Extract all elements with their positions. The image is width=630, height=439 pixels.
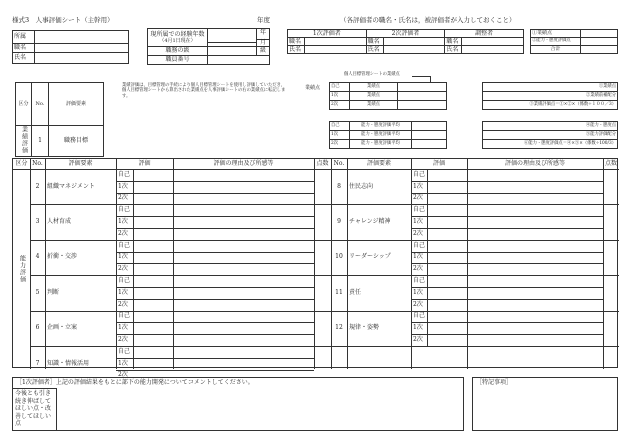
right-item-name-10: リーダーシップ <box>349 253 391 261</box>
rater-label: 1次 <box>413 218 423 226</box>
perf-points-2: 業績点 <box>350 101 398 110</box>
perf-col-no: No. <box>32 83 49 126</box>
rating-field[interactable] <box>427 204 467 216</box>
rating-field[interactable] <box>133 322 173 334</box>
rater-label: 自己 <box>413 241 426 249</box>
reason-field[interactable] <box>467 252 603 264</box>
second-post-label: 職名 <box>366 38 383 46</box>
ability-avg-2-field[interactable] <box>412 140 447 149</box>
header-reason-right: 評価の理由及び所感等 <box>504 160 565 167</box>
reason-field[interactable] <box>467 193 603 205</box>
left-item-name-4: 折衝・交渉 <box>47 253 78 261</box>
reason-field[interactable] <box>467 275 603 287</box>
sum-ability-field[interactable] <box>581 38 618 46</box>
ability-avg-1-field[interactable] <box>412 131 447 140</box>
sum-perf-field[interactable] <box>581 30 618 38</box>
rater-label: 自己 <box>118 206 131 214</box>
rater-label: 2次 <box>413 300 423 308</box>
rating-field[interactable] <box>133 299 173 311</box>
rating-field[interactable] <box>427 287 467 299</box>
rater-label: 自己 <box>118 347 131 355</box>
rating-field[interactable] <box>133 263 173 275</box>
rating-field[interactable] <box>427 169 467 181</box>
left-item-name-3: 人材育成 <box>47 218 72 226</box>
perf-rater-1: 1次 <box>330 92 350 101</box>
rating-field[interactable] <box>133 287 173 299</box>
competency-category: 能力評価 <box>18 255 26 283</box>
perf-item-no: 1 <box>32 126 49 157</box>
left-item-name-5: 判断 <box>47 288 60 296</box>
rating-field[interactable] <box>133 275 173 287</box>
header-kubun: 区分 <box>15 160 28 167</box>
adjuster-post-field[interactable] <box>462 38 524 46</box>
ability-avg-self: 能力・態度評価平均 <box>350 122 412 131</box>
left-item-no-5: 5 <box>35 288 40 296</box>
right-item-no-10: 10 <box>335 253 343 261</box>
first-post-field[interactable] <box>305 38 367 46</box>
rating-field[interactable] <box>133 311 173 323</box>
left-item-name-6: 企画・立案 <box>47 324 78 332</box>
header-points: 点数 <box>316 160 329 167</box>
second-name-label: 氏名 <box>366 46 383 54</box>
rater-label: 1次 <box>118 324 128 332</box>
adjuster-header: 調整者 <box>445 30 524 38</box>
rating-field[interactable] <box>427 216 467 228</box>
grade-field[interactable] <box>208 47 257 56</box>
rating-field[interactable] <box>133 216 173 228</box>
rater-label: 1次 <box>118 359 128 367</box>
ability-avg-1: 能力・態度評価平均 <box>350 131 412 140</box>
perf-item-name: 職務目標 <box>49 126 104 157</box>
reason-field[interactable] <box>467 228 603 240</box>
rating-field[interactable] <box>133 204 173 216</box>
rater-label: 1次 <box>118 182 128 190</box>
rater-label: 自己 <box>413 312 426 320</box>
reason-field[interactable] <box>173 275 314 287</box>
reason-field[interactable] <box>173 181 314 193</box>
name-field[interactable] <box>35 53 129 64</box>
rating-field[interactable] <box>427 322 467 334</box>
rater-label: 1次 <box>413 288 423 296</box>
rater-label: 2次 <box>413 336 423 344</box>
reason-field[interactable] <box>467 322 603 334</box>
perf-points-self: 業績点 <box>350 83 398 92</box>
rating-field[interactable] <box>133 252 173 264</box>
rater-label: 2次 <box>413 265 423 273</box>
rater-label: 自己 <box>118 241 131 249</box>
rater-label: 1次 <box>413 253 423 261</box>
right-item-no-9: 9 <box>337 218 341 226</box>
adjuster-name-field[interactable] <box>462 46 524 54</box>
perf-points-self-field[interactable] <box>398 83 447 92</box>
reason-field[interactable] <box>173 193 314 205</box>
evaluator-note: （各評価者の職名・氏名は，被評価者が入力しておくこと） <box>340 16 516 24</box>
perf-rater-self: 自己 <box>330 83 350 92</box>
left-item-no-3: 3 <box>35 218 40 226</box>
rating-field[interactable] <box>133 181 173 193</box>
ability-rater-1: 1次 <box>330 131 350 140</box>
reason-field[interactable] <box>173 299 314 311</box>
rating-field[interactable] <box>427 181 467 193</box>
rater-label: 2次 <box>118 229 128 237</box>
dept-field[interactable] <box>35 31 129 44</box>
rating-field[interactable] <box>427 299 467 311</box>
second-name-field[interactable] <box>383 46 445 54</box>
reason-field[interactable] <box>173 334 314 346</box>
reason-field[interactable] <box>467 287 603 299</box>
perf-points-label: 業績点 <box>305 85 321 91</box>
first-comment-label: ［1次評価者］上記の評価結果をもとに部下の能力開発についてコメントしてください。 <box>16 379 254 386</box>
reason-field[interactable] <box>173 240 314 252</box>
ability-formula-table <box>482 121 618 149</box>
perf-points-2-field[interactable] <box>398 101 447 110</box>
rating-field[interactable] <box>427 334 467 346</box>
reason-field[interactable] <box>173 204 314 216</box>
rater-label: 2次 <box>118 336 128 344</box>
rater-label: 自己 <box>413 277 426 285</box>
staff-no-field[interactable] <box>208 56 270 65</box>
rater-label: 1次 <box>118 253 128 261</box>
left-item-name-7: 知識・情報活用 <box>47 359 90 367</box>
right-item-no-12: 12 <box>335 324 343 332</box>
rating-field[interactable] <box>427 263 467 275</box>
adjuster-post-label: 職名 <box>445 38 462 46</box>
reason-field[interactable] <box>173 287 314 299</box>
reason-field[interactable] <box>467 263 603 275</box>
rating-field[interactable] <box>133 228 173 240</box>
form-title: 様式3 人事評価シート（主幹用） <box>12 16 114 24</box>
formula-l2: ②業績前補配分 <box>483 92 618 101</box>
post-label: 職名 <box>13 44 35 53</box>
rater-label: 2次 <box>118 194 128 202</box>
header-no-right: No. <box>333 160 345 167</box>
reason-field[interactable] <box>173 358 314 370</box>
reason-field[interactable] <box>173 263 314 275</box>
reason-field[interactable] <box>173 216 314 228</box>
rater-label: 2次 <box>118 371 128 379</box>
sum-total-field[interactable] <box>581 46 618 54</box>
first-name-label: 氏名 <box>288 46 305 54</box>
evaluators-table <box>287 29 524 54</box>
header-points-right: 点数 <box>604 160 617 167</box>
perf-rater-2: 2次 <box>330 101 350 110</box>
first-evaluator-header: 1次評価者 <box>288 30 367 38</box>
post-field[interactable] <box>35 44 129 53</box>
rating-field[interactable] <box>133 334 173 346</box>
rater-label: 2次 <box>118 265 128 273</box>
left-item-no-6: 6 <box>35 324 40 332</box>
left-item-name-2: 組織マネジメント <box>47 182 95 190</box>
rater-label: 自己 <box>118 312 131 320</box>
rater-label: 自己 <box>118 170 131 178</box>
reason-field[interactable] <box>467 181 603 193</box>
rating-field[interactable] <box>133 193 173 205</box>
right-item-name-12: 規律・姿勢 <box>349 324 380 332</box>
competency-table <box>12 158 618 379</box>
header-rating: 評価 <box>138 160 151 167</box>
unit-month: 月 <box>259 38 266 46</box>
grade-unit: 級 <box>257 47 270 56</box>
rater-label: 2次 <box>118 300 128 308</box>
right-item-name-11: 責任 <box>349 288 362 296</box>
right-item-no-11: 11 <box>335 288 343 296</box>
rating-field[interactable] <box>133 169 173 181</box>
unit-year: 年 <box>257 30 269 40</box>
reason-field[interactable] <box>173 169 314 181</box>
rating-field[interactable] <box>133 358 173 370</box>
sum-ability-label: ②能力・態度評価点 <box>531 38 581 46</box>
left-item-no-4: 4 <box>35 253 40 261</box>
perf-col-kubun: 区分 <box>16 83 32 126</box>
ability-avg-self-field[interactable] <box>412 122 447 131</box>
reason-field[interactable] <box>173 252 314 264</box>
adjuster-name-label: 氏名 <box>445 46 462 54</box>
right-item-no-8: 8 <box>337 182 341 190</box>
rater-label: 1次 <box>413 324 423 332</box>
reason-field[interactable] <box>467 334 603 346</box>
reason-field[interactable] <box>173 322 314 334</box>
perf-note: 業績評価は，目標管理の手続により個人目標管理シートを使用し評価していただき，個人目標管理シートから算出された業績点を人事評価シートの右の業績点に転記します。 <box>122 83 286 99</box>
ability-formula-l3: ⑥能力・態度評価点＝④×⑤×（係数÷100/3） <box>483 140 618 149</box>
reason-field[interactable] <box>467 240 603 252</box>
tenure-table <box>147 28 270 65</box>
reason-field[interactable] <box>467 299 603 311</box>
rater-label: 自己 <box>413 170 426 178</box>
perf-category: 業績評価 <box>20 126 28 154</box>
rating-field[interactable] <box>427 193 467 205</box>
special-notes-label: ［特記事項］ <box>476 379 513 386</box>
dept-label: 所属 <box>13 31 35 44</box>
rating-field[interactable] <box>427 252 467 264</box>
performance-table <box>15 82 104 157</box>
comment-prompt: 今後とも引き続き伸ばしてほしい点・改善してほしい点 <box>15 390 52 427</box>
rating-field[interactable] <box>427 275 467 287</box>
header-no: No. <box>32 160 43 167</box>
first-post-label: 職名 <box>288 38 305 46</box>
rating-field[interactable] <box>427 240 467 252</box>
sum-legend-table <box>530 29 618 54</box>
rating-field[interactable] <box>133 346 173 358</box>
rater-label: 2次 <box>413 229 423 237</box>
rater-label: 1次 <box>118 218 128 226</box>
header-element: 評価要素 <box>68 160 93 167</box>
sum-perf-label: ①業績点 <box>531 30 581 38</box>
header-element-right: 評価要素 <box>366 160 391 167</box>
reason-field[interactable] <box>173 311 314 323</box>
ability-formula-l2: ⑤能力評価配分 <box>483 131 618 140</box>
perf-points-1-field[interactable] <box>398 92 447 101</box>
ability-rater-self: 自己 <box>330 122 350 131</box>
left-item-no-2: 2 <box>35 182 40 190</box>
rater-label: 自己 <box>413 206 426 214</box>
name-label: 氏名 <box>13 53 35 64</box>
reason-field[interactable] <box>173 346 314 358</box>
reason-field[interactable] <box>173 228 314 240</box>
rater-label: 2次 <box>413 194 423 202</box>
ability-rater-2: 2次 <box>330 140 350 149</box>
first-name-field[interactable] <box>305 46 367 54</box>
reason-field[interactable] <box>467 169 603 181</box>
first-evaluator-comment-box[interactable] <box>12 377 464 431</box>
special-notes-box[interactable] <box>472 377 618 431</box>
rating-field[interactable] <box>427 311 467 323</box>
rating-field[interactable] <box>427 228 467 240</box>
rater-label: 1次 <box>413 182 423 190</box>
employee-table <box>12 30 129 64</box>
formula-l1: ①業績点 <box>483 83 618 92</box>
second-post-field[interactable] <box>383 38 445 46</box>
perf-formula-table <box>482 82 618 110</box>
rater-label: 1次 <box>118 288 128 296</box>
perf-col-element: 評価要素 <box>49 83 104 126</box>
ability-formula-l1: ④能力・態度点 <box>483 122 618 131</box>
tenure-field[interactable] <box>208 29 257 47</box>
reason-field[interactable] <box>467 204 603 216</box>
rater-label: 自己 <box>118 277 131 285</box>
sum-total-label: 合計 <box>531 46 581 54</box>
formula-l3: ③業績評価点＝①×②×（係数÷１００／3） <box>483 101 618 110</box>
staff-no-label: 職員番号 <box>148 56 208 65</box>
perf-points-1: 業績点 <box>350 92 398 101</box>
fiscal-year-label: 年度 <box>257 16 270 24</box>
tenure-label: 現所属での経験年数 （4月1日現在） <box>148 29 208 47</box>
right-item-name-8: 住民志向 <box>349 182 374 190</box>
left-item-no-7: 7 <box>35 359 40 367</box>
reason-field[interactable] <box>467 216 603 228</box>
perf-sheet-label: 個人目標管理シートの業績点 <box>344 72 400 77</box>
ability-avg-table <box>329 121 447 149</box>
header-rating-right: 評価 <box>432 160 445 167</box>
second-evaluator-header: 2次評価者 <box>366 30 445 38</box>
ability-avg-2: 能力・態度評価平均 <box>350 140 412 149</box>
grade-label: 職務の級 <box>148 47 208 56</box>
rating-field[interactable] <box>133 240 173 252</box>
perf-points-table <box>329 82 447 110</box>
reason-field[interactable] <box>467 311 603 323</box>
header-reason: 評価の理由及び所感等 <box>213 160 274 167</box>
right-item-name-9: チャレンジ精神 <box>349 218 391 226</box>
